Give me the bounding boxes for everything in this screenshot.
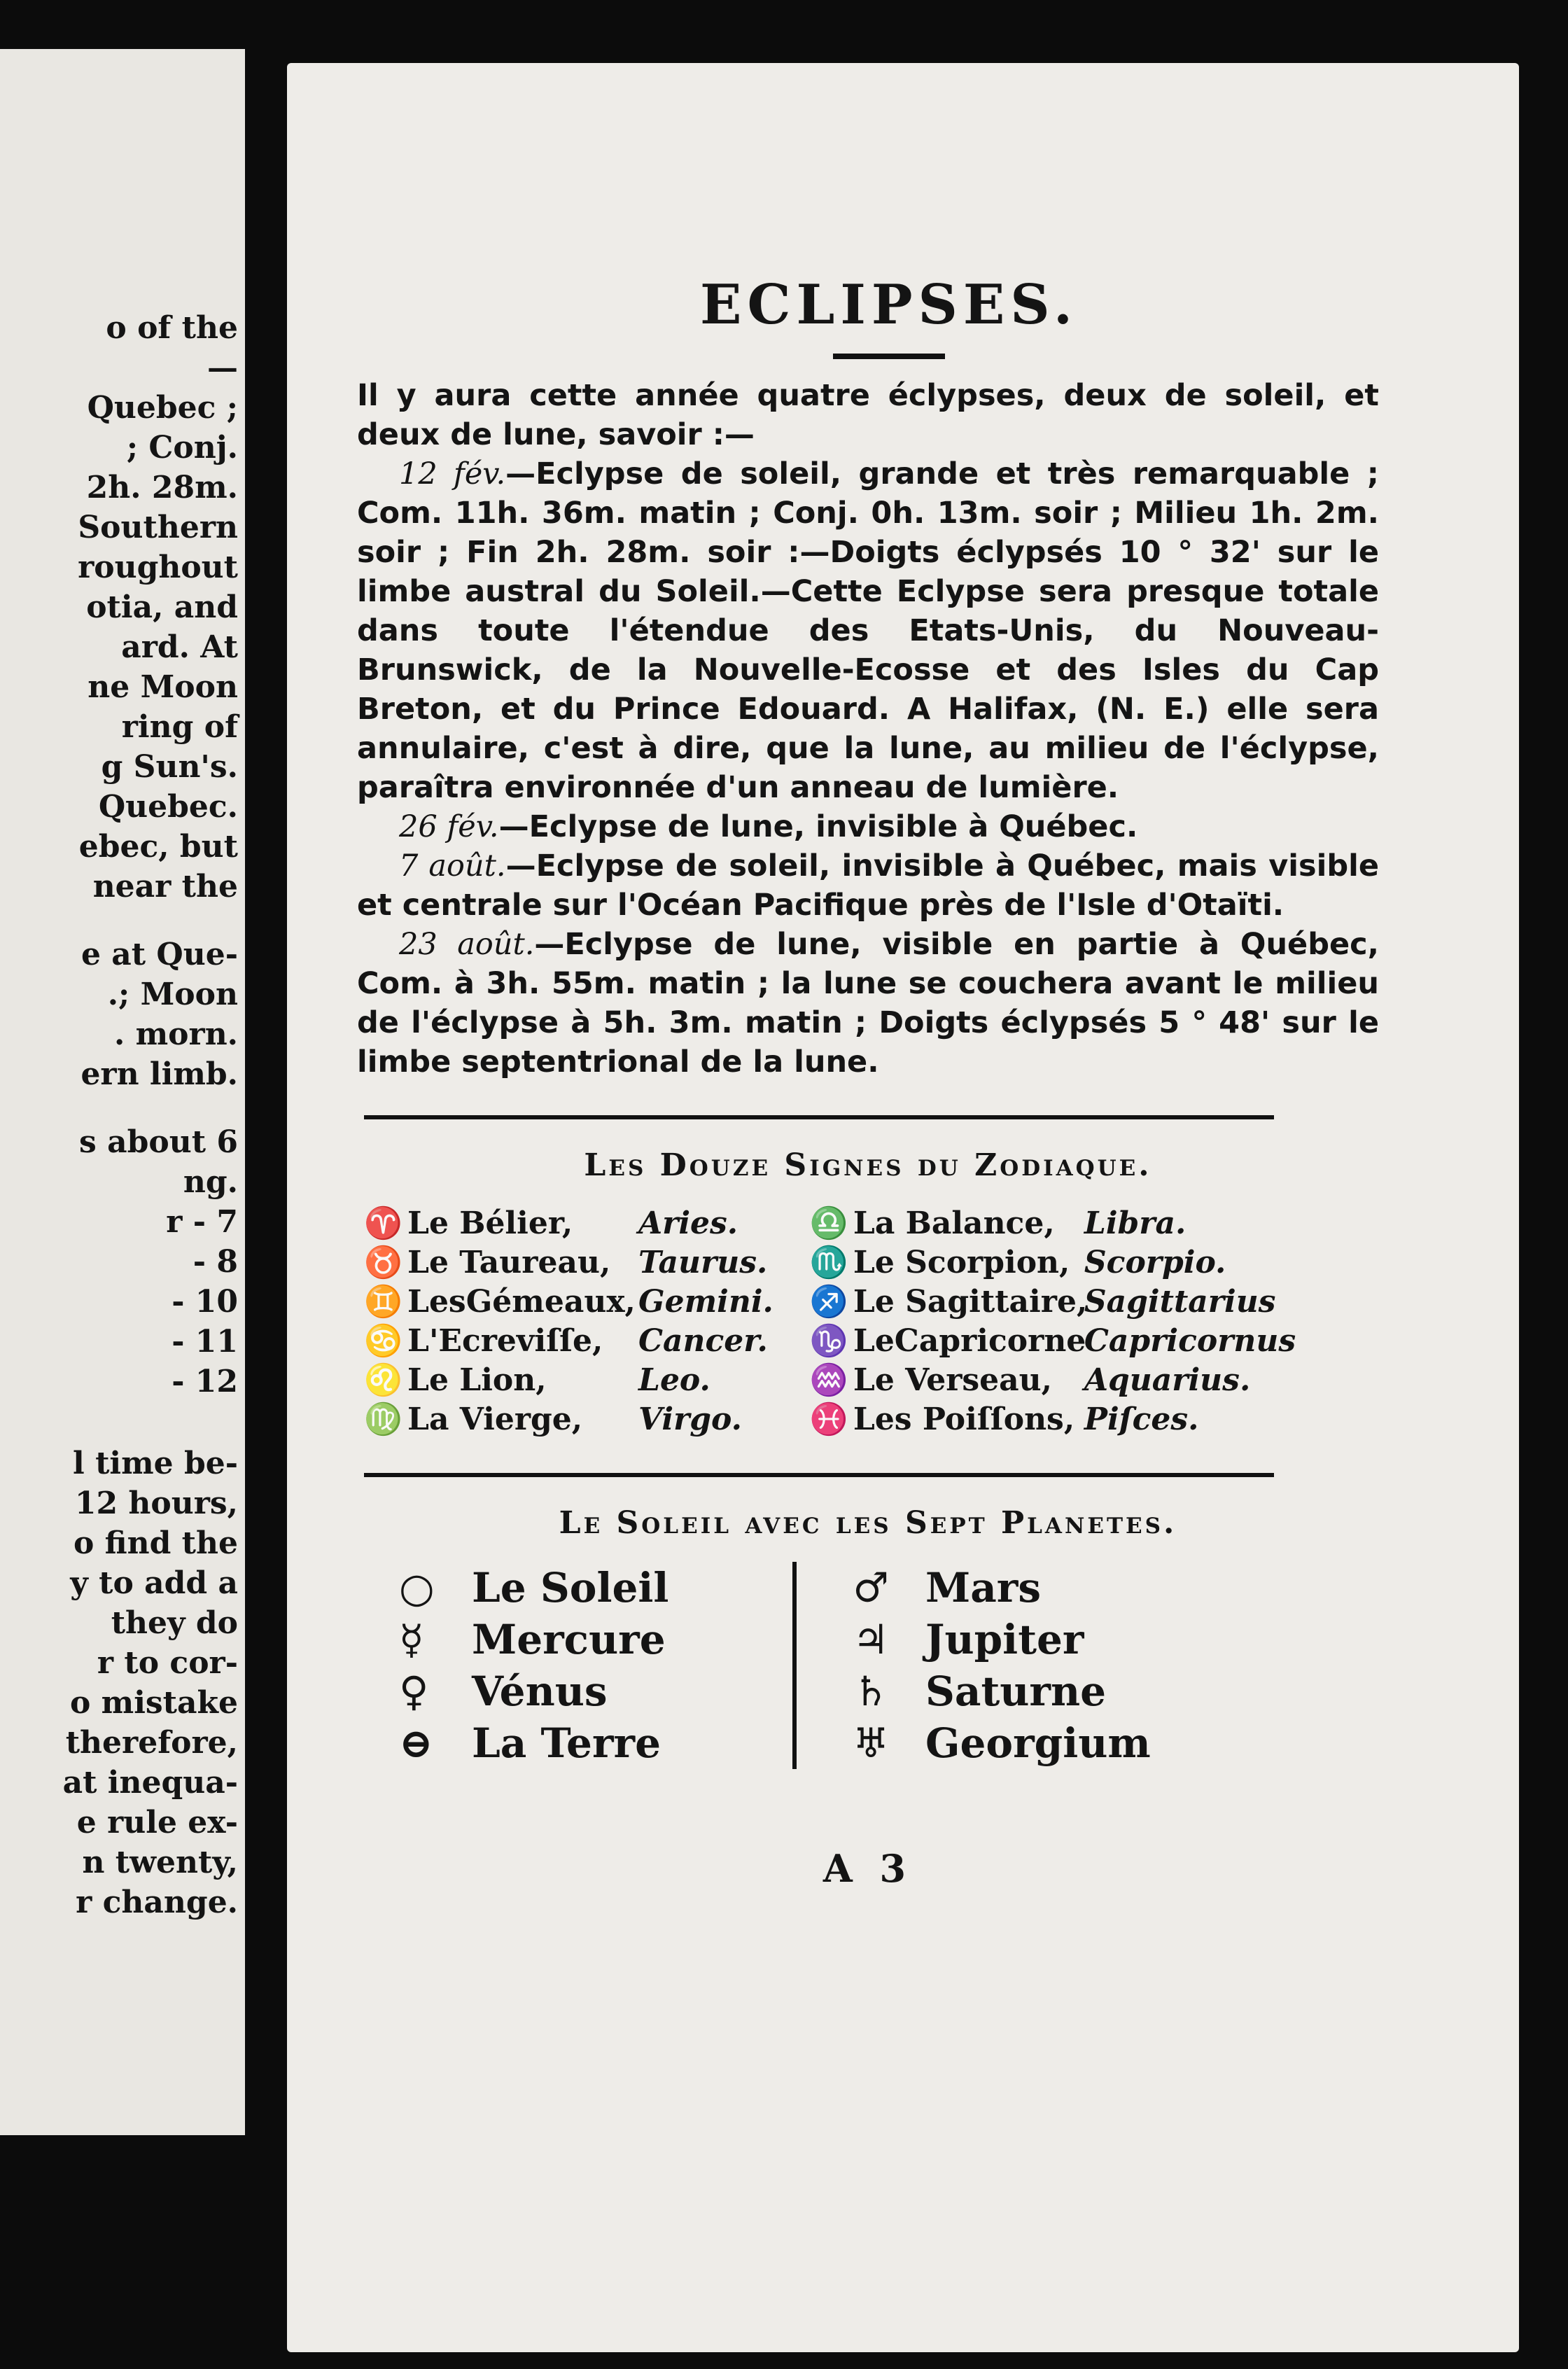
entry-text: —Eclypse de soleil, grande et très remarquable ; Com. 11h. 36m. matin ; Conj. 0h. 13m. soir ; Milieu 1h. 2m. soir ; Fin 2h. 28m. soir :—Doigts éclypsés 10 ° 32' sur le limbe austral du Soleil.—Cette Eclypse sera presque totale dans toute l'étendue des Etats-Unis, du Nouveau-Brunswick, de la Nouvelle-Ecosse et des Isles du Cap Breton, et du Prince Edouard. A Halifax, (N. E.) elle sera annulaire, c'est à dire, que la lune, au milieu de l'éclypse, paraîtra environnée d'un anneau de lumière. bbox=[357, 456, 1379, 805]
capricorn-icon: ♑ bbox=[809, 1323, 848, 1359]
left-line: roughout bbox=[78, 550, 238, 585]
zodiac-french: Le Lion, bbox=[407, 1362, 547, 1398]
scorpio-icon: ♏ bbox=[809, 1245, 848, 1280]
left-page-lines bbox=[7, 308, 238, 1922]
entry-date: 23 août. bbox=[399, 927, 535, 962]
left-line: r to cor- bbox=[97, 1645, 238, 1681]
left-line: Quebec ; bbox=[87, 390, 238, 426]
taurus-icon: ♉ bbox=[364, 1245, 402, 1280]
sagittarius-icon: ♐ bbox=[809, 1284, 848, 1320]
planets-column-left bbox=[399, 1562, 785, 1769]
left-line: 12 hours, bbox=[74, 1486, 238, 1521]
planet-name: Jupiter bbox=[925, 1616, 1084, 1663]
left-line: ern limb. bbox=[80, 1056, 238, 1092]
zodiac-row bbox=[364, 1400, 774, 1439]
left-line: ne Moon bbox=[88, 669, 238, 705]
leo-icon: ♌ bbox=[364, 1362, 402, 1398]
zodiac-row bbox=[364, 1361, 774, 1400]
eclipse-entry bbox=[357, 807, 1379, 846]
zodiac-row bbox=[810, 1361, 1296, 1400]
zodiac-french: La Vierge, bbox=[407, 1402, 583, 1437]
venus-icon: ♀ bbox=[399, 1668, 429, 1715]
jupiter-icon: ♃ bbox=[853, 1616, 889, 1663]
eclipse-entry bbox=[357, 454, 1379, 807]
left-line: r - 7 bbox=[166, 1204, 238, 1240]
entry-text: —Eclypse de lune, invisible à Québec. bbox=[498, 809, 1138, 844]
left-line: Southern bbox=[78, 510, 238, 545]
left-line: l time be- bbox=[73, 1446, 238, 1481]
planet-row bbox=[399, 1614, 785, 1665]
left-line: at inequa- bbox=[62, 1765, 238, 1801]
zodiac-column-left bbox=[364, 1204, 774, 1439]
planets-column-right bbox=[853, 1562, 1239, 1769]
eclipse-entry bbox=[357, 925, 1379, 1082]
left-line: o mistake bbox=[69, 1685, 238, 1721]
mars-icon: ♂ bbox=[853, 1564, 889, 1612]
left-line: 2h. 28m. bbox=[86, 470, 238, 505]
left-line: s about 6 bbox=[79, 1124, 238, 1160]
section-rule bbox=[364, 1115, 1274, 1119]
planet-row bbox=[853, 1614, 1239, 1665]
zodiac-row bbox=[810, 1243, 1296, 1283]
page-content bbox=[357, 273, 1379, 1891]
zodiac-row bbox=[364, 1204, 774, 1243]
aquarius-icon: ♒ bbox=[809, 1362, 848, 1398]
zodiac-latin: Sagittarius bbox=[1084, 1284, 1276, 1320]
zodiac-row bbox=[364, 1283, 774, 1322]
left-line: o find the bbox=[73, 1525, 238, 1561]
zodiac-latin: Libra. bbox=[1084, 1206, 1186, 1241]
planet-name: Saturne bbox=[925, 1668, 1107, 1715]
zodiac-french: Le Scorpion, bbox=[853, 1245, 1070, 1280]
zodiac-column-right bbox=[810, 1204, 1296, 1439]
zodiac-latin: Leo. bbox=[638, 1362, 710, 1398]
left-line: ebec, but bbox=[78, 829, 238, 865]
zodiac-french: Le Taureau, bbox=[407, 1245, 611, 1280]
zodiac-latin: Aquarius. bbox=[1084, 1362, 1251, 1398]
libra-icon: ♎ bbox=[809, 1206, 848, 1241]
left-line: - 8 bbox=[192, 1244, 238, 1280]
zodiac-row bbox=[364, 1243, 774, 1283]
right-page bbox=[287, 63, 1519, 2352]
left-line: o of the bbox=[106, 310, 238, 346]
left-line: - 10 bbox=[172, 1284, 238, 1320]
left-line: ard. At bbox=[121, 629, 238, 665]
left-line: therefore, bbox=[65, 1725, 238, 1761]
zodiac-latin: Gemini. bbox=[638, 1284, 774, 1320]
planet-name: Vénus bbox=[472, 1668, 608, 1715]
left-line: n twenty, bbox=[82, 1845, 238, 1880]
folio-signature: A 3 bbox=[822, 1846, 913, 1891]
planet-row bbox=[853, 1665, 1239, 1717]
planet-row bbox=[399, 1562, 785, 1614]
left-line: Quebec. bbox=[98, 789, 238, 825]
zodiac-french: Le Bélier, bbox=[407, 1206, 573, 1241]
entry-date: 12 fév. bbox=[399, 456, 506, 491]
left-line: near the bbox=[92, 869, 238, 904]
zodiac-french: Le Sagittaire, bbox=[853, 1284, 1088, 1320]
planet-name: Le Soleil bbox=[472, 1564, 669, 1612]
entry-date: 26 fév. bbox=[399, 809, 499, 844]
left-line: e at Que- bbox=[80, 937, 238, 972]
planet-row bbox=[399, 1665, 785, 1717]
left-line: ring of bbox=[121, 709, 238, 745]
left-line: - 12 bbox=[172, 1364, 238, 1399]
zodiac-latin: Aries. bbox=[638, 1206, 738, 1241]
eclipse-entry bbox=[357, 846, 1379, 925]
zodiac-french: Les Poiſſons, bbox=[853, 1402, 1075, 1437]
planet-row bbox=[853, 1717, 1239, 1769]
earth-icon: ⊖ bbox=[399, 1719, 433, 1767]
zodiac-latin: Scorpio. bbox=[1084, 1245, 1226, 1280]
gemini-icon: ♊ bbox=[364, 1284, 402, 1320]
left-line: — bbox=[207, 350, 238, 386]
planet-row bbox=[853, 1562, 1239, 1614]
uranus-icon: ♅ bbox=[853, 1719, 889, 1767]
zodiac-french: LesGémeaux, bbox=[407, 1284, 636, 1320]
left-line: y to add a bbox=[70, 1565, 238, 1601]
eclipse-text bbox=[357, 376, 1379, 1082]
mercury-icon: ☿ bbox=[399, 1616, 424, 1663]
entry-text: —Eclypse de soleil, invisible à Québec, mais visible et centrale sur l'Océan Pacifique près de l'Isle d'Otaïti. bbox=[357, 848, 1380, 923]
planet-name: La Terre bbox=[472, 1719, 661, 1767]
zodiac-latin: Capricornus bbox=[1084, 1323, 1296, 1359]
planet-name: Mercure bbox=[472, 1616, 666, 1663]
left-line: ; Conj. bbox=[126, 430, 238, 466]
zodiac-latin: Taurus. bbox=[638, 1245, 768, 1280]
aries-icon: ♈ bbox=[364, 1206, 402, 1241]
sun-icon: ○ bbox=[399, 1564, 435, 1612]
title-rule bbox=[833, 354, 945, 359]
pisces-icon: ♓ bbox=[809, 1402, 848, 1437]
planets-table bbox=[399, 1562, 1239, 1769]
zodiac-row bbox=[810, 1400, 1296, 1439]
zodiac-latin: Cancer. bbox=[638, 1323, 768, 1359]
left-line: - 11 bbox=[172, 1324, 238, 1360]
zodiac-row bbox=[810, 1322, 1296, 1361]
zodiac-french: LeCapricorne bbox=[853, 1323, 1086, 1359]
zodiac-latin: Piſces. bbox=[1084, 1402, 1199, 1437]
left-line: . morn. bbox=[113, 1016, 238, 1052]
saturn-icon: ♄ bbox=[853, 1668, 889, 1715]
entry-date: 7 août. bbox=[399, 848, 506, 883]
left-line: .; Moon bbox=[107, 977, 238, 1012]
left-line: r change. bbox=[76, 1885, 238, 1920]
planets-title: Le Soleil avec les Sept Planetes. bbox=[559, 1505, 1177, 1541]
planets-divider bbox=[792, 1562, 797, 1769]
left-line: e rule ex- bbox=[76, 1805, 238, 1840]
left-line: they do bbox=[111, 1605, 238, 1641]
zodiac-row bbox=[810, 1283, 1296, 1322]
page-title: ECLIPSES. bbox=[700, 273, 1078, 337]
planet-row bbox=[399, 1717, 785, 1769]
zodiac-row bbox=[810, 1204, 1296, 1243]
zodiac-french: La Balance, bbox=[853, 1206, 1055, 1241]
left-line: otia, and bbox=[86, 589, 238, 625]
zodiac-french: L'Ecreviſſe, bbox=[407, 1323, 603, 1359]
section-rule bbox=[364, 1473, 1274, 1477]
planet-name: Georgium bbox=[925, 1719, 1151, 1767]
zodiac-row bbox=[364, 1322, 774, 1361]
zodiac-french: Le Verseau, bbox=[853, 1362, 1052, 1398]
zodiac-table bbox=[364, 1204, 1296, 1439]
cancer-icon: ♋ bbox=[364, 1323, 402, 1359]
zodiac-latin: Virgo. bbox=[638, 1402, 742, 1437]
entry-text: —Eclypse de lune, visible en partie à Québec, Com. à 3h. 55m. matin ; la lune se couchera avant le milieu de l'éclypse à 5h. 3m. matin ; Doigts éclypsés 5 ° 48' sur le limbe septentrional de la lune. bbox=[357, 927, 1379, 1079]
zodiac-title: Les Douze Signes du Zodiaque. bbox=[584, 1147, 1152, 1183]
virgo-icon: ♍ bbox=[364, 1402, 402, 1437]
intro-paragraph: Il y aura cette année quatre éclypses, deux de soleil, et deux de lune, savoir :— bbox=[357, 378, 1379, 452]
planet-name: Mars bbox=[925, 1564, 1041, 1612]
left-line: g Sun's. bbox=[101, 749, 238, 785]
left-line: ng. bbox=[183, 1164, 238, 1200]
left-page-fragment bbox=[0, 49, 245, 2135]
